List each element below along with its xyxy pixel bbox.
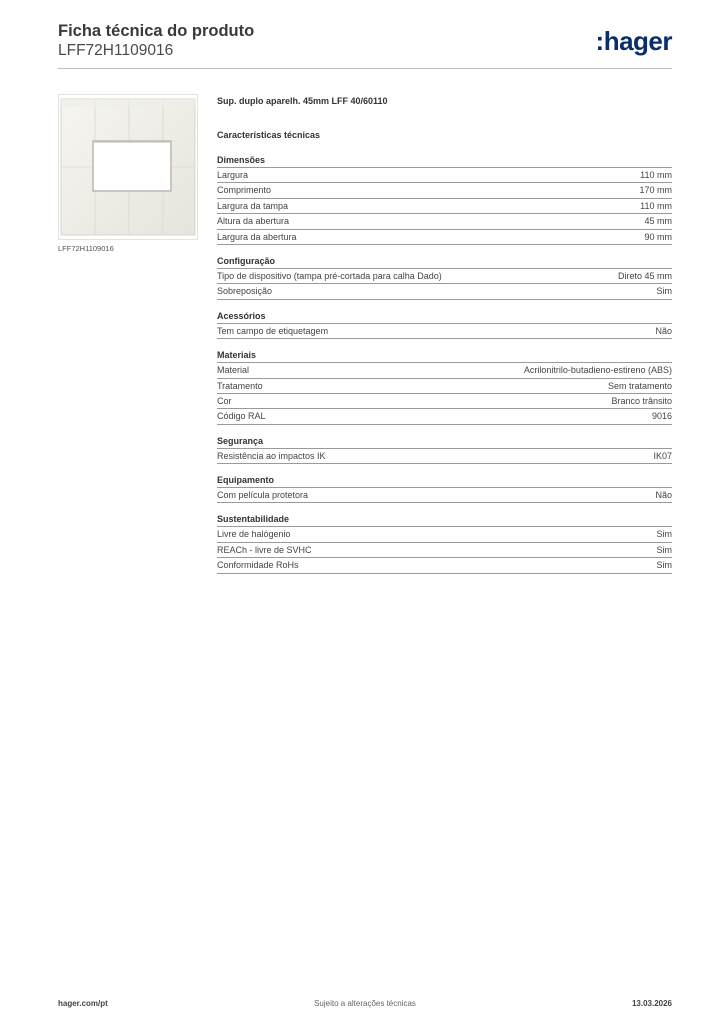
spec-label: Conformidade RoHs (217, 560, 299, 571)
spec-value: 170 mm (639, 185, 672, 196)
spec-row (217, 379, 672, 394)
specs-heading: Características técnicas (217, 130, 321, 140)
spec-row (217, 199, 672, 214)
spec-value: Acrilonitrilo-butadieno-estireno (ABS) (523, 365, 672, 376)
hager-logo: :hager (595, 26, 672, 56)
page-header (58, 22, 672, 68)
document-title: Ficha técnica do produto (58, 22, 255, 40)
spec-value: Sim (656, 560, 672, 571)
spec-row (217, 558, 672, 573)
image-caption: LFF72H1109016 (58, 244, 114, 253)
spec-label: REACh - livre de SVHC (217, 544, 312, 555)
footer-website: hager.com/pt (58, 999, 108, 1008)
spec-row (217, 488, 672, 503)
spec-row (217, 363, 672, 378)
spec-section (217, 311, 672, 339)
section-title: Acessórios (217, 311, 672, 324)
spec-label: Sobreposição (217, 286, 273, 297)
spec-section (217, 436, 672, 464)
spec-content (217, 96, 672, 574)
spec-row (217, 394, 672, 409)
spec-label: Tem campo de etiquetagem (217, 325, 329, 336)
spec-row (217, 168, 672, 183)
spec-value: Direto 45 mm (617, 270, 672, 281)
product-code: LFF72H1109016 (58, 42, 174, 59)
footer-date: 13.03.2026 (631, 999, 672, 1008)
footer-notice: Sujeito a alterações técnicas (314, 999, 416, 1008)
spec-section (217, 514, 672, 573)
spec-label: Largura da tampa (217, 200, 289, 211)
spec-label: Com película protetora (217, 490, 309, 501)
spec-value: 9016 (651, 411, 672, 422)
spec-section (217, 256, 672, 300)
section-title: Configuração (217, 256, 672, 269)
spec-value: Sim (656, 544, 672, 555)
spec-label: Material (217, 365, 250, 376)
spec-value: 45 mm (644, 216, 672, 227)
spec-label: Resistência ao impactos IK (217, 450, 326, 461)
spec-row (217, 543, 672, 558)
spec-label: Cor (217, 395, 232, 406)
spec-row (217, 183, 672, 198)
section-title: Sustentabilidade (217, 514, 672, 527)
spec-row (217, 230, 672, 245)
spec-section (217, 350, 672, 425)
wall-plate-illustration (59, 95, 197, 239)
spec-row (217, 284, 672, 299)
spec-label: Código RAL (217, 411, 266, 422)
spec-row (217, 324, 672, 339)
spec-section (217, 155, 672, 245)
spec-value: Não (655, 325, 672, 336)
spec-row (217, 527, 672, 542)
spec-label: Comprimento (217, 185, 272, 196)
product-image (58, 94, 198, 240)
spec-value: 110 mm (640, 170, 672, 180)
section-title: Segurança (217, 436, 672, 449)
spec-value: Sem tratamento (607, 380, 672, 391)
spec-sections (217, 155, 672, 574)
spec-label: Tipo de dispositivo (tampa pré-cortada para calha Dado) (217, 270, 442, 281)
spec-label: Tratamento (217, 380, 263, 391)
spec-row (217, 269, 672, 284)
spec-label: Largura (217, 170, 249, 180)
spec-value: Não (655, 490, 672, 501)
spec-value: IK07 (653, 450, 672, 461)
spec-label: Largura da abertura (217, 231, 297, 242)
spec-value: 110 mm (640, 200, 672, 211)
spec-section (217, 475, 672, 503)
spec-label: Altura da abertura (217, 216, 290, 227)
spec-row (217, 409, 672, 424)
spec-value: Sim (656, 529, 672, 540)
product-name: Sup. duplo aparelh. 45mm LFF 40/60110 (217, 96, 388, 106)
section-title: Equipamento (217, 475, 672, 488)
header-divider (58, 68, 672, 69)
spec-row (217, 214, 672, 229)
spec-value: 90 mm (644, 231, 672, 242)
spec-value: Branco trânsito (611, 395, 672, 406)
spec-row (217, 449, 672, 464)
section-title: Dimensões (217, 155, 672, 168)
spec-value: Sim (656, 286, 672, 297)
section-title: Materiais (217, 350, 672, 363)
spec-label: Livre de halógenio (217, 529, 291, 540)
